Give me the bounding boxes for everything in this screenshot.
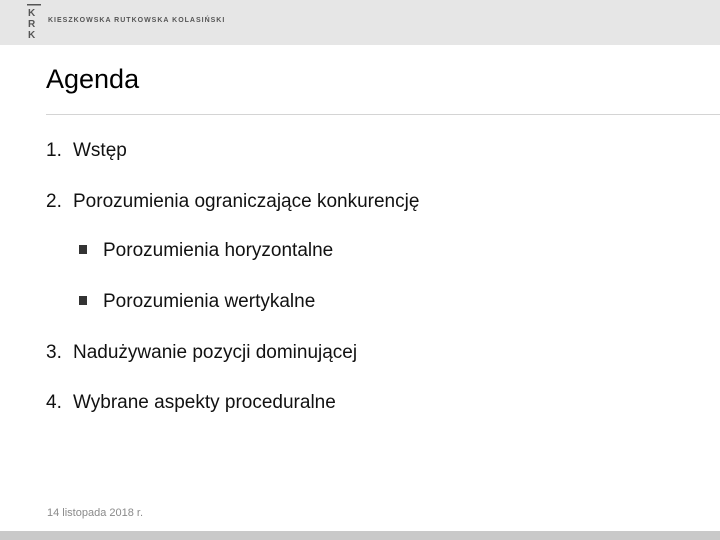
agenda-item-3 bbox=[46, 342, 357, 364]
agenda-number: 4. bbox=[46, 392, 62, 413]
agenda-item-1 bbox=[46, 140, 127, 162]
svg-text:K: K bbox=[28, 30, 36, 40]
agenda-subitem-1 bbox=[79, 240, 333, 262]
agenda-subitem-2 bbox=[79, 291, 315, 313]
agenda-text: Wybrane aspekty proceduralne bbox=[73, 392, 336, 413]
agenda-number: 2. bbox=[46, 191, 62, 212]
slide-date: 14 listopada 2018 r. bbox=[47, 507, 144, 519]
svg-text:K: K bbox=[28, 8, 36, 19]
title-divider bbox=[46, 114, 720, 115]
agenda-text: Nadużywanie pozycji dominującej bbox=[73, 342, 358, 363]
bottom-bar bbox=[0, 531, 720, 540]
square-bullet-icon bbox=[79, 245, 87, 254]
agenda-number: 1. bbox=[46, 140, 62, 161]
agenda-text: Wstęp bbox=[73, 140, 127, 161]
agenda-number: 3. bbox=[46, 342, 62, 363]
agenda-item-2 bbox=[46, 191, 419, 213]
agenda-item-4 bbox=[46, 392, 336, 414]
agenda-text: Porozumienia wertykalne bbox=[103, 291, 316, 312]
krk-logo-icon bbox=[27, 4, 41, 40]
agenda-text: Porozumienia ograniczające konkurencję bbox=[73, 191, 420, 212]
square-bullet-icon bbox=[79, 296, 87, 305]
svg-text:R: R bbox=[28, 19, 36, 30]
agenda-text: Porozumienia horyzontalne bbox=[103, 240, 334, 261]
slide-title: Agenda bbox=[46, 64, 140, 94]
header-bar bbox=[0, 0, 720, 45]
firm-name: KIESZKOWSKA RUTKOWSKA KOLASIŃSKI bbox=[48, 17, 226, 24]
